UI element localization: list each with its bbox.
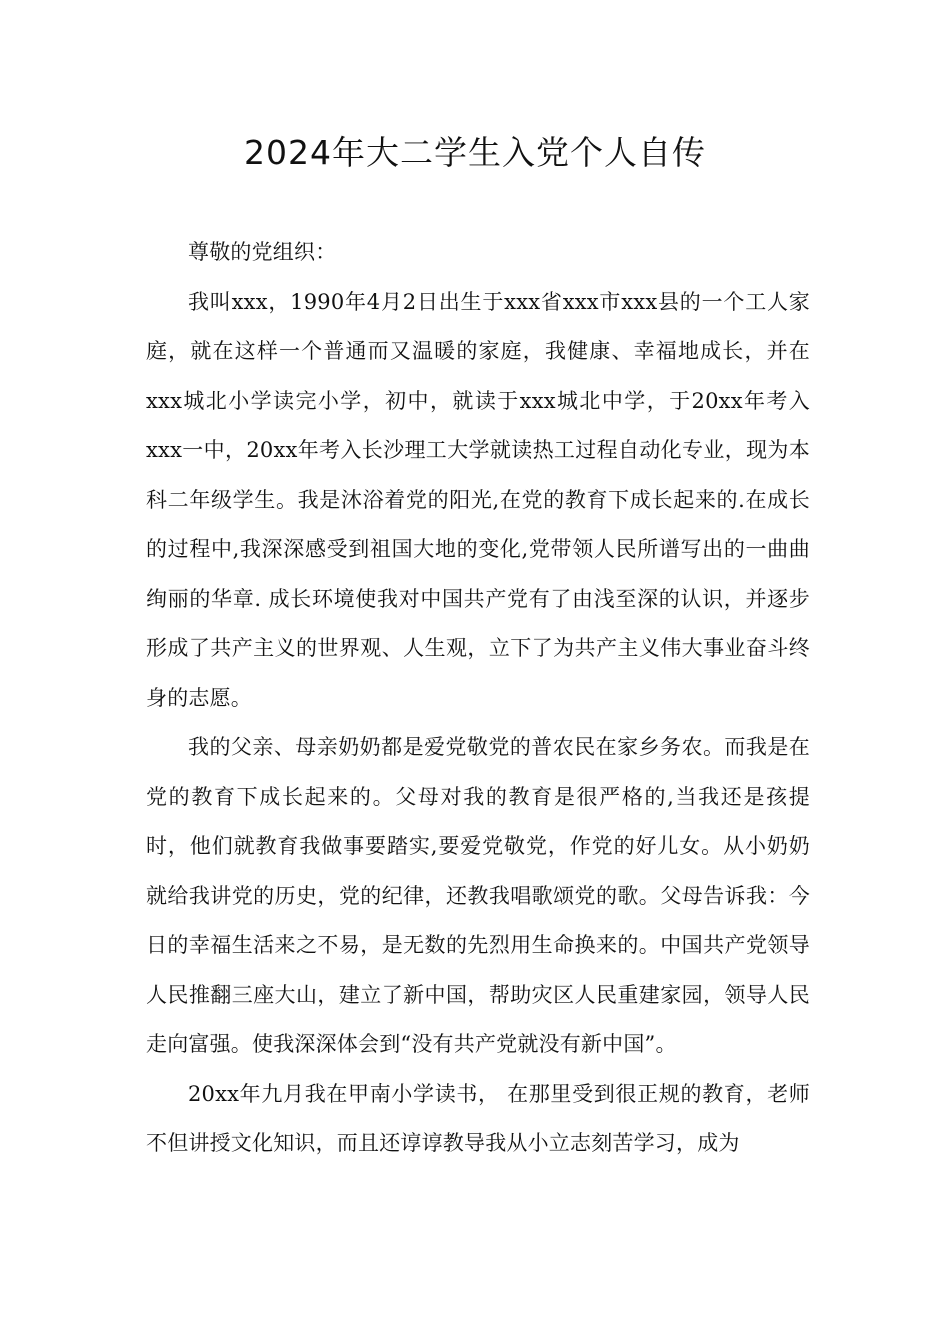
document-title: 2024年大二学生入党个人自传 xyxy=(244,133,706,172)
paragraph: 我的父亲、母亲奶奶都是爱党敬党的普农民在家乡务农。而我是在党的教育下成长起来的。父母对我的教育是很严格的,当我还是孩提时，他们就教育我做事要踏实,要爱党敬党，作党的好儿女。从小奶奶就给我讲党的历史，党的纪律，还教我唱歌颂党的歌。父母告诉我：今日的幸福生活来之不易，是无数的先烈用生命换来的。中国共产党领导人民推翻三座大山，建立了新中国，帮助灾区人民重建家园，领导人民走向富强。使我深深体会到“没有共产党就没有新中国”。 xyxy=(146,735,810,1056)
paragraph: 我叫xxx，1990年4月2日出生于xxx省xxx市xxx县的一个工人家庭，就在这样一个普通而又温暖的家庭，我健康、幸福地成长，并在xxx城北小学读完小学，初中，就读于xxx城北中学，于20xx年考入xxx一中，20xx年考入长沙理工大学就读热工过程自动化专业，现为本科二年级学生。我是沐浴着党的阳光,在党的教育下成长起来的.在成长的过程中,我深深感受到祖国大地的变化,党带领人民所谱写出的一曲曲绚丽的华章. 成长环境使我对中国共产党有了由浅至深的认识，并逐步形成了共产主义的世界观、人生观，立下了为共产主义伟大事业奋斗终身的志愿。 xyxy=(146,289,810,710)
salutation: 尊敬的党组织： xyxy=(188,240,337,264)
paragraph: 20xx年九月我在甲南小学读书， 在那里受到很正规的教育，老师不但讲授文化知识，而且还谆谆教导我从小立志刻苦学习，成为 xyxy=(146,1081,810,1155)
document-body xyxy=(146,228,810,1169)
